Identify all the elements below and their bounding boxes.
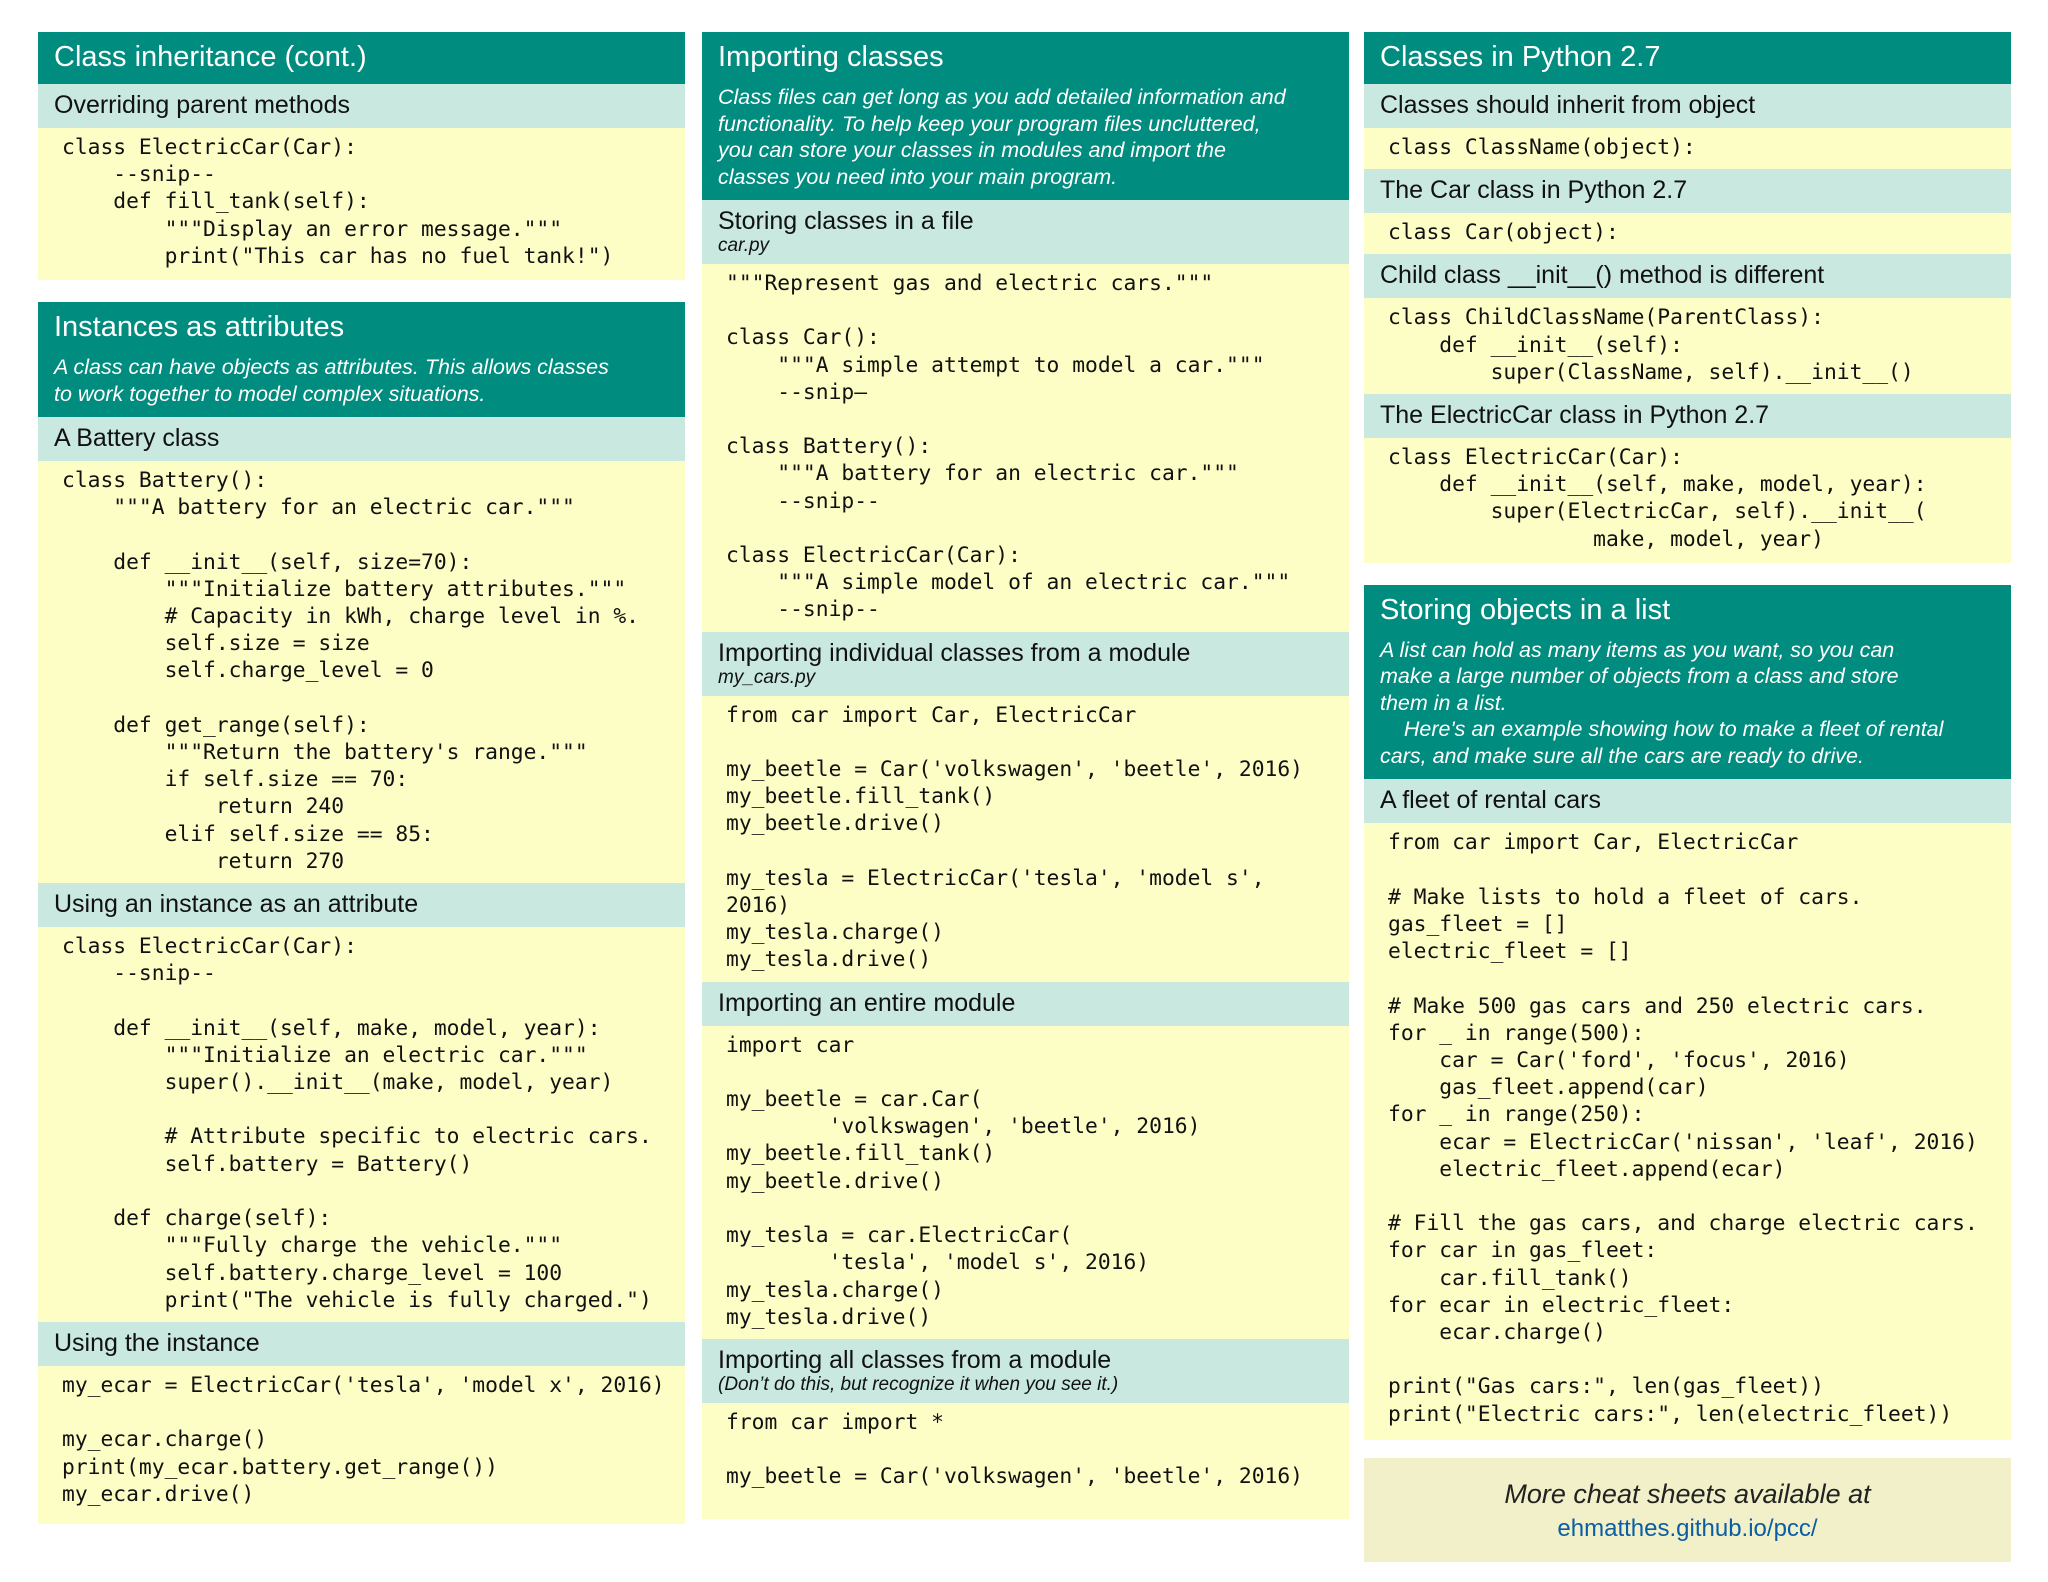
section-heading: Using an instance as an attribute [38, 883, 685, 927]
card-classes-python27 [1364, 32, 2011, 563]
code-block: class ClassName(object): [1364, 128, 2011, 169]
code-block: """Represent gas and electric cars.""" class Car(): """A simple attempt to model a car.""" --snip— class Battery(): """A battery for an electric car.""" --snip-- class ElectricCar(Car): """A simple model of an electric car.""" --snip-- [702, 264, 1349, 632]
code-block: import car my_beetle = car.Car( 'volkswagen', 'beetle', 2016) my_beetle.fill_tank() my_beetle.drive() my_tesla = car.ElectricCar( 'tesla', 'model s', 2016) my_tesla.charge() my_tesla.drive() [702, 1026, 1349, 1339]
file-name-note: car.py [718, 235, 770, 256]
section-heading: A Battery class [38, 417, 685, 461]
file-name-note: my_cars.py [718, 666, 816, 688]
warning-note: (Don’t do this, but recognize it when you see it.) [718, 1373, 1119, 1395]
card-title: Storing objects in a list [1364, 585, 2011, 637]
section-heading: Child class __init__() method is different [1364, 254, 2011, 298]
section-heading-text: Importing individual classes from a module [718, 638, 1191, 667]
column-left [38, 32, 685, 1546]
section-heading: A fleet of rental cars [1364, 779, 2011, 823]
code-block: class ElectricCar(Car): --snip-- def fill_tank(self): """Display an error message.""" print("This car has no fuel tank!") [38, 128, 685, 280]
section-heading: Classes should inherit from object [1364, 84, 2011, 128]
card-importing-classes [702, 32, 1349, 1519]
section-heading: The Car class in Python 2.7 [1364, 169, 2011, 213]
card-title: Classes in Python 2.7 [1364, 32, 2011, 84]
card-title: Importing classes [702, 32, 1349, 84]
section-heading: Overriding parent methods [38, 84, 685, 128]
code-block: class Battery(): """A battery for an electric car.""" def __init__(self, size=70): """Initialize battery attributes.""" # Capacity in kWh, charge level in %. self.size = size self.charge_level = 0 def get_range(self): """Return the battery's range.""" if self.size == 70: return 240 elif self.size == 85: return 270 [38, 461, 685, 883]
code-block: from car import Car, ElectricCar # Make lists to hold a fleet of cars. gas_fleet = [] electric_fleet = [] # Make 500 gas cars and 250 electric cars. for _ in range(500): car = Car('ford', 'focus', 2016) gas_fleet.append(car) for _ in range(250): ecar = ElectricCar('nissan', 'leaf', 2016) electric_fleet.append(ecar) # Fill the gas cars, and charge electric cars. for car in gas_fleet: car.fill_tank() for ecar in electric_fleet: ecar.charge() print("Gas cars:", len(gas_fleet)) print("Electric cars:", len(electric_fleet)) [1364, 823, 2011, 1439]
footer-more-cheat-sheets [1364, 1458, 2011, 1562]
code-block: class ElectricCar(Car): def __init__(self, make, model, year): super(ElectricCar, self).__init__( make, model, year) [1364, 438, 2011, 563]
code-block: class ElectricCar(Car): --snip-- def __init__(self, make, model, year): """Initialize an electric car.""" super().__init__(make, model, year) # Attribute specific to electric cars. self.battery = Battery() def charge(self): """Fully charge the vehicle.""" self.battery.charge_level = 100 print("The vehicle is fully charged.") [38, 927, 685, 1322]
card-intro: A class can have objects as attributes. This allows classes to work together to model complex situations. [38, 354, 685, 417]
code-block: class ChildClassName(ParentClass): def __init__(self): super(ClassName, self).__init__() [1364, 298, 2011, 394]
column-middle [702, 32, 1349, 1541]
card-class-inheritance [38, 32, 685, 280]
footer-link[interactable]: ehmatthes.github.io/pcc/ [1557, 1514, 1818, 1542]
code-block: my_ecar = ElectricCar('tesla', 'model x', 2016) my_ecar.charge() print(my_ecar.battery.get_range()) my_ecar.drive() [38, 1366, 685, 1524]
section-heading [702, 632, 1349, 696]
section-heading: Using the instance [38, 1322, 685, 1366]
card-intro: Class files can get long as you add detailed information and functionality. To help keep your program files uncluttered, you can store your classes in modules and import the classes you need into your main program. [702, 84, 1349, 200]
code-block: from car import Car, ElectricCar my_beetle = Car('volkswagen', 'beetle', 2016) my_beetle.fill_tank() my_beetle.drive() my_tesla = ElectricCar('tesla', 'model s', 2016) my_tesla.charge() my_tesla.drive() [702, 696, 1349, 982]
card-title: Class inheritance (cont.) [38, 32, 685, 84]
section-heading-text: Storing classes in a file [718, 207, 974, 235]
card-storing-objects [1364, 585, 2011, 1440]
code-block: class Car(object): [1364, 213, 2011, 254]
card-instances-as-attributes [38, 302, 685, 1524]
section-heading [702, 200, 1349, 264]
card-title: Instances as attributes [38, 302, 685, 354]
code-block: from car import * my_beetle = Car('volkswagen', 'beetle', 2016) [702, 1403, 1349, 1519]
column-right [1364, 32, 2011, 1562]
section-heading [702, 1339, 1349, 1403]
card-intro: A list can hold as many items as you want, so you can make a large number of objects from a class and store them in a list. Here's an example showing how to make a fleet of rental cars, and make sure all the cars are ready to drive. [1364, 637, 2011, 780]
section-heading: Importing an entire module [702, 982, 1349, 1026]
section-heading-text: Importing all classes from a module [718, 1345, 1112, 1374]
section-heading: The ElectricCar class in Python 2.7 [1364, 394, 2011, 438]
footer-text: More cheat sheets available at [1504, 1478, 1871, 1509]
